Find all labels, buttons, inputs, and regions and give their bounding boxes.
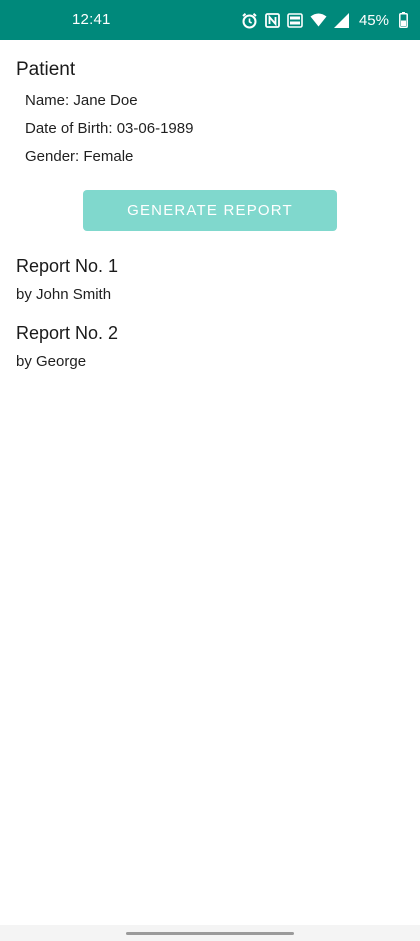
- patient-heading: Patient: [16, 59, 76, 80]
- wifi-icon: [310, 13, 327, 27]
- status-bar: [0, 0, 420, 40]
- home-indicator[interactable]: [126, 932, 294, 935]
- battery-percentage: 45%: [358, 11, 389, 29]
- report-list-item[interactable]: [16, 323, 118, 370]
- signal-icon: [334, 13, 349, 28]
- patient-gender: Gender: Female: [25, 148, 134, 165]
- report-title: Report No. 1: [16, 256, 119, 276]
- generate-report-button[interactable]: GENERATE REPORT: [83, 190, 337, 231]
- report-list-item[interactable]: [16, 256, 118, 303]
- report-author: by George: [16, 353, 87, 370]
- status-icons: [241, 0, 408, 40]
- battery-icon: [399, 12, 408, 28]
- report-title: Report No. 2: [16, 323, 119, 343]
- volte-icon: [287, 13, 303, 28]
- alarm-icon: [241, 12, 258, 29]
- patient-name: Name: Jane Doe: [25, 92, 138, 109]
- navigation-bar: [0, 925, 420, 941]
- report-author: by John Smith: [16, 286, 112, 303]
- nfc-icon: [265, 13, 280, 28]
- patient-dob: Date of Birth: 03-06-1989: [25, 120, 194, 137]
- status-time: 12:41: [72, 11, 111, 28]
